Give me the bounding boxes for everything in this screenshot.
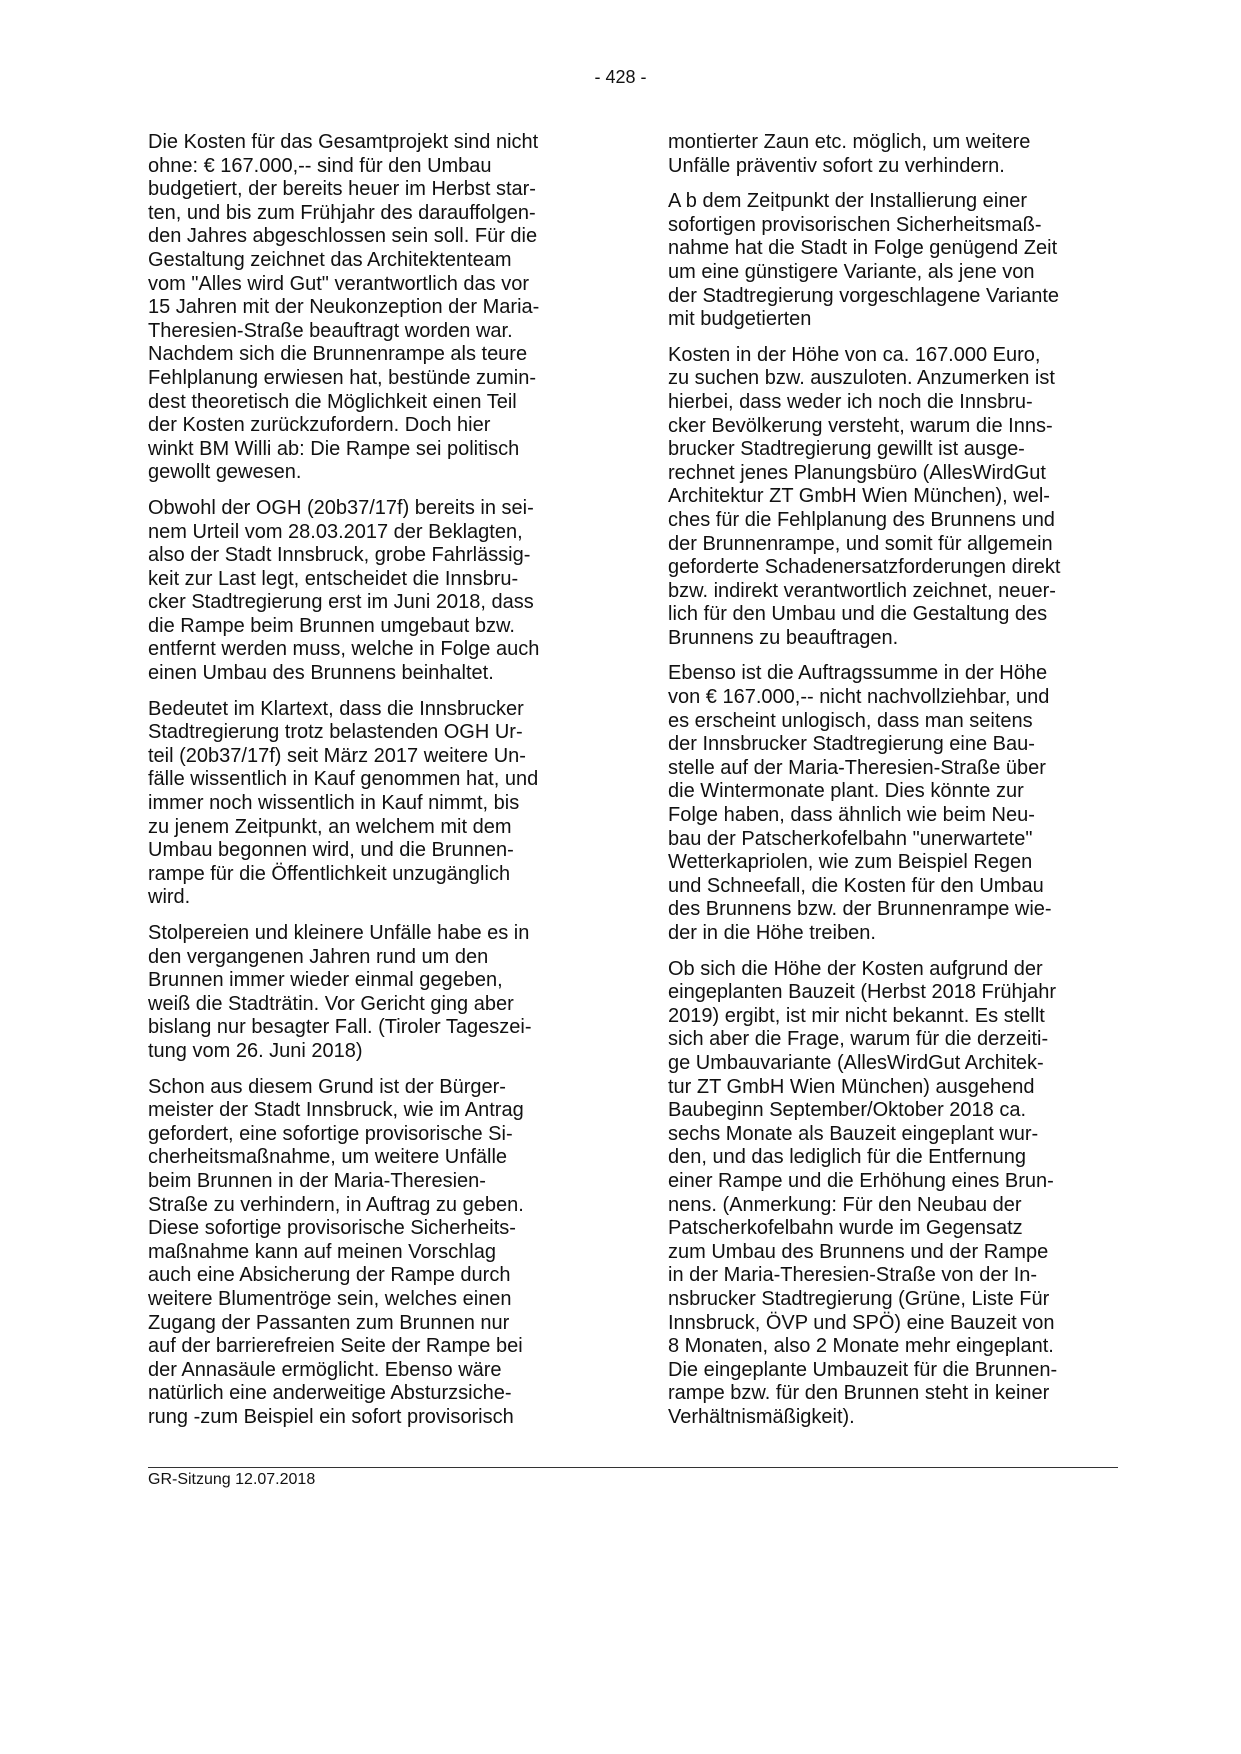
text-line: auch eine Absicherung der Rampe durch [148, 1264, 511, 1287]
text-line: Obwohl der OGH (20b37/17f) bereits in sei- [148, 496, 534, 519]
text-line: Unfälle präventiv sofort zu verhindern. [668, 154, 1005, 177]
text-line: cker Stadtregierung erst im Juni 2018, dass [148, 591, 534, 614]
text-line: Zugang der Passanten zum Brunnen nur [148, 1311, 510, 1334]
text-line: entfernt werden muss, welche in Folge auch [148, 638, 540, 661]
text-line: Baubeginn September/Oktober 2018 ca. [668, 1099, 1027, 1122]
text-line: bau der Patscherkofelbahn "unerwartete" [668, 827, 1033, 850]
text-line: zu suchen bzw. auszuloten. Anzumerken ist [668, 367, 1055, 390]
text-line: und Schneefall, die Kosten für den Umbau [668, 874, 1044, 897]
text-line: sich aber die Frage, warum für die derzeiti- [668, 1028, 1049, 1051]
text-line: den, und das lediglich für die Entfernung [668, 1146, 1027, 1169]
text-line: der Kosten zurückzufordern. Doch hier [148, 414, 491, 437]
text-line: der in die Höhe treiben. [668, 922, 876, 944]
text-line: rechnet jenes Planungsbüro (AllesWirdGut [668, 461, 1046, 484]
text-line: einen Umbau des Brunnens beinhaltet. [148, 662, 494, 685]
text-line: zu jenem Zeitpunkt, an welchem mit dem [148, 815, 512, 838]
text-line: budgetiert, der bereits heuer im Herbst star- [148, 178, 536, 201]
text-line: Patscherkofelbahn wurde im Gegensatz [668, 1217, 1023, 1240]
text-line: Theresien-Straße beauftragt worden war. [148, 319, 513, 342]
text-line: bzw. indirekt verantwortlich zeichnet, neuer- [668, 579, 1056, 602]
text-line: weitere Blumentröge sein, welches einen [148, 1287, 512, 1310]
right-column [668, 131, 1138, 1441]
footer-text: GR-Sitzung 12.07.2018 [148, 1471, 316, 1488]
paragraph [148, 922, 618, 1064]
text-line: nahme hat die Stadt in Folge genügend Zeit [668, 237, 1058, 260]
paragraph [148, 131, 618, 485]
paragraph [148, 698, 618, 910]
left-column [148, 131, 618, 1441]
text-line: 8 Monaten, also 2 Monate mehr eingeplant. [668, 1335, 1054, 1358]
paragraph [148, 1076, 618, 1430]
text-line: Ob sich die Höhe der Kosten aufgrund der [668, 957, 1043, 980]
text-line: nem Urteil vom 28.03.2017 der Beklagten, [148, 520, 523, 543]
text-line: die Rampe beim Brunnen umgebaut bzw. [148, 614, 515, 637]
text-line: cker Bevölkerung versteht, warum die Inns- [668, 414, 1053, 437]
text-line: Schon aus diesem Grund ist der Bürger- [148, 1075, 506, 1098]
text-line: der Innsbrucker Stadtregierung eine Bau- [668, 733, 1035, 756]
text-line: teil (20b37/17f) seit März 2017 weitere Un- [148, 744, 526, 767]
text-line: geforderte Schadenersatzforderungen direkt [668, 556, 1061, 579]
text-line: winkt BM Willi ab: Die Rampe sei politisch [148, 437, 520, 460]
text-line: fälle wissentlich in Kauf genommen hat, und [148, 768, 539, 791]
text-line: dest theoretisch die Möglichkeit einen Teil [148, 390, 517, 413]
text-line: lich für den Umbau und die Gestaltung des [668, 603, 1048, 626]
text-line: tung vom 26. Juni 2018) [148, 1039, 363, 1062]
text-line: in der Maria-Theresien-Straße von der In- [668, 1264, 1038, 1287]
text-line: Gestaltung zeichnet das Architektenteam [148, 248, 512, 271]
text-line: einer Rampe und die Erhöhung eines Brun- [668, 1169, 1054, 1192]
text-line: Brunnens zu beauftragen. [668, 626, 899, 649]
text-line: nens. (Anmerkung: Für den Neubau der [668, 1193, 1022, 1216]
paragraph [668, 131, 1138, 178]
text-line: Die Kosten für das Gesamtprojekt sind nicht [148, 131, 539, 153]
text-line: tur ZT GmbH Wien München) ausgehend [668, 1075, 1035, 1098]
text-line: der Stadtregierung vorgeschlagene Variante [668, 284, 1059, 307]
text-line: brucker Stadtregierung gewillt ist ausge- [668, 438, 1025, 461]
text-line: Umbau begonnen wird, und die Brunnen- [148, 839, 514, 862]
text-line: vom "Alles wird Gut" verantwortlich das vor [148, 272, 529, 295]
text-line: Wetterkapriolen, wie zum Beispiel Regen [668, 851, 1033, 874]
text-line: immer noch wissentlich in Kauf nimmt, bis [148, 792, 520, 815]
text-line: Diese sofortige provisorische Sicherheits- [148, 1217, 516, 1240]
text-line: Stolpereien und kleinere Unfälle habe es in [148, 922, 530, 944]
paragraph [668, 190, 1138, 332]
text-line: auf der barrierefreien Seite der Rampe bei [148, 1335, 523, 1358]
text-line: ohne: € 167.000,-- sind für den Umbau [148, 154, 492, 177]
text-line: Brunnen immer wieder einmal gegeben, [148, 969, 503, 992]
text-line: stelle auf der Maria-Theresien-Straße über [668, 756, 1046, 779]
text-line: 2019) ergibt, ist mir nicht bekannt. Es stellt [668, 1004, 1045, 1027]
text-line: des Brunnens bzw. der Brunnenrampe wie- [668, 898, 1052, 921]
text-line: den vergangenen Jahren rund um den [148, 945, 489, 968]
text-line: zum Umbau des Brunnens und der Rampe [668, 1240, 1049, 1263]
text-line: bislang nur besagter Fall. (Tiroler Tageszei- [148, 1016, 532, 1039]
text-line: Innsbruck, ÖVP und SPÖ) eine Bauzeit von [668, 1311, 1055, 1334]
text-line: nsbrucker Stadtregierung (Grüne, Liste Für [668, 1287, 1050, 1310]
paragraph [668, 344, 1138, 651]
text-line: Nachdem sich die Brunnenrampe als teure [148, 343, 528, 366]
text-line: meister der Stadt Innsbruck, wie im Antrag [148, 1099, 524, 1122]
text-line: beim Brunnen in der Maria-Theresien- [148, 1169, 486, 1192]
text-line: die Wintermonate plant. Dies könnte zur [668, 780, 1024, 803]
page-number: - 428 - [594, 67, 647, 87]
text-line: sofortigen provisorischen Sicherheitsmaß- [668, 213, 1042, 236]
text-line: von € 167.000,-- nicht nachvollziehbar, und [668, 686, 1050, 709]
text-line: Die eingeplante Umbauzeit für die Brunnen- [668, 1358, 1058, 1381]
text-line: wird. [148, 886, 191, 909]
paragraph [668, 958, 1138, 1430]
text-line: Stadtregierung trotz belastenden OGH Ur- [148, 721, 523, 744]
text-line: Architektur ZT GmbH Wien München), wel- [668, 485, 1050, 508]
text-line: ches für die Fehlplanung des Brunnens und [668, 508, 1055, 531]
text-line: montierter Zaun etc. möglich, um weitere [668, 131, 1031, 153]
text-line: Straße zu verhindern, in Auftrag zu geben. [148, 1193, 524, 1216]
text-line: eingeplanten Bauzeit (Herbst 2018 Frühjahr [668, 981, 1057, 1004]
text-line: rung -zum Beispiel ein sofort provisorisch [148, 1405, 514, 1428]
text-line: der Annasäule ermöglicht. Ebenso wäre [148, 1358, 502, 1381]
text-line: natürlich eine anderweitige Absturzsiche- [148, 1382, 512, 1405]
footer-divider [148, 1467, 1118, 1468]
text-line: sechs Monate als Bauzeit eingeplant wur- [668, 1122, 1039, 1145]
text-line: Verhältnismäßigkeit). [668, 1405, 855, 1428]
text-line: den Jahres abgeschlossen sein soll. Für die [148, 225, 538, 248]
text-line: der Brunnenrampe, und somit für allgemein [668, 532, 1053, 555]
text-line: Folge haben, dass ähnlich wie beim Neu- [668, 804, 1035, 827]
text-line: weiß die Stadträtin. Vor Gericht ging aber [148, 992, 514, 1015]
text-line: Fehlplanung erwiesen hat, bestünde zumin- [148, 366, 537, 389]
text-line: rampe für die Öffentlichkeit unzugänglich [148, 862, 511, 885]
text-line: hierbei, dass weder ich noch die Innsbru- [668, 390, 1033, 413]
text-line: gefordert, eine sofortige provisorische Si- [148, 1122, 513, 1145]
text-line: Kosten in der Höhe von ca. 167.000 Euro, [668, 343, 1041, 366]
text-line: um eine günstigere Variante, als jene von [668, 260, 1035, 283]
text-line: Ebenso ist die Auftragssumme in der Höhe [668, 662, 1048, 685]
text-line: gewollt gewesen. [148, 461, 302, 484]
text-line: maßnahme kann auf meinen Vorschlag [148, 1240, 496, 1263]
text-line: es erscheint unlogisch, dass man seitens [668, 709, 1033, 732]
text-line: rampe bzw. für den Brunnen steht in keiner [668, 1382, 1050, 1405]
text-line: cherheitsmaßnahme, um weitere Unfälle [148, 1146, 508, 1169]
text-line: also der Stadt Innsbruck, grobe Fahrlässig- [148, 544, 531, 567]
text-line: 15 Jahren mit der Neukonzeption der Maria- [148, 296, 540, 319]
text-line: A b dem Zeitpunkt der Installierung einer [668, 190, 1028, 213]
paragraph [668, 662, 1138, 945]
text-line: mit budgetierten [668, 308, 812, 331]
text-line: keit zur Last legt, entscheidet die Innsbru- [148, 567, 519, 590]
text-line: Bedeutet im Klartext, dass die Innsbrucker [148, 697, 524, 720]
text-line: ten, und bis zum Frühjahr des darauffolgen- [148, 201, 536, 224]
text-line: ge Umbauvariante (AllesWirdGut Architek- [668, 1051, 1044, 1074]
paragraph [148, 497, 618, 686]
